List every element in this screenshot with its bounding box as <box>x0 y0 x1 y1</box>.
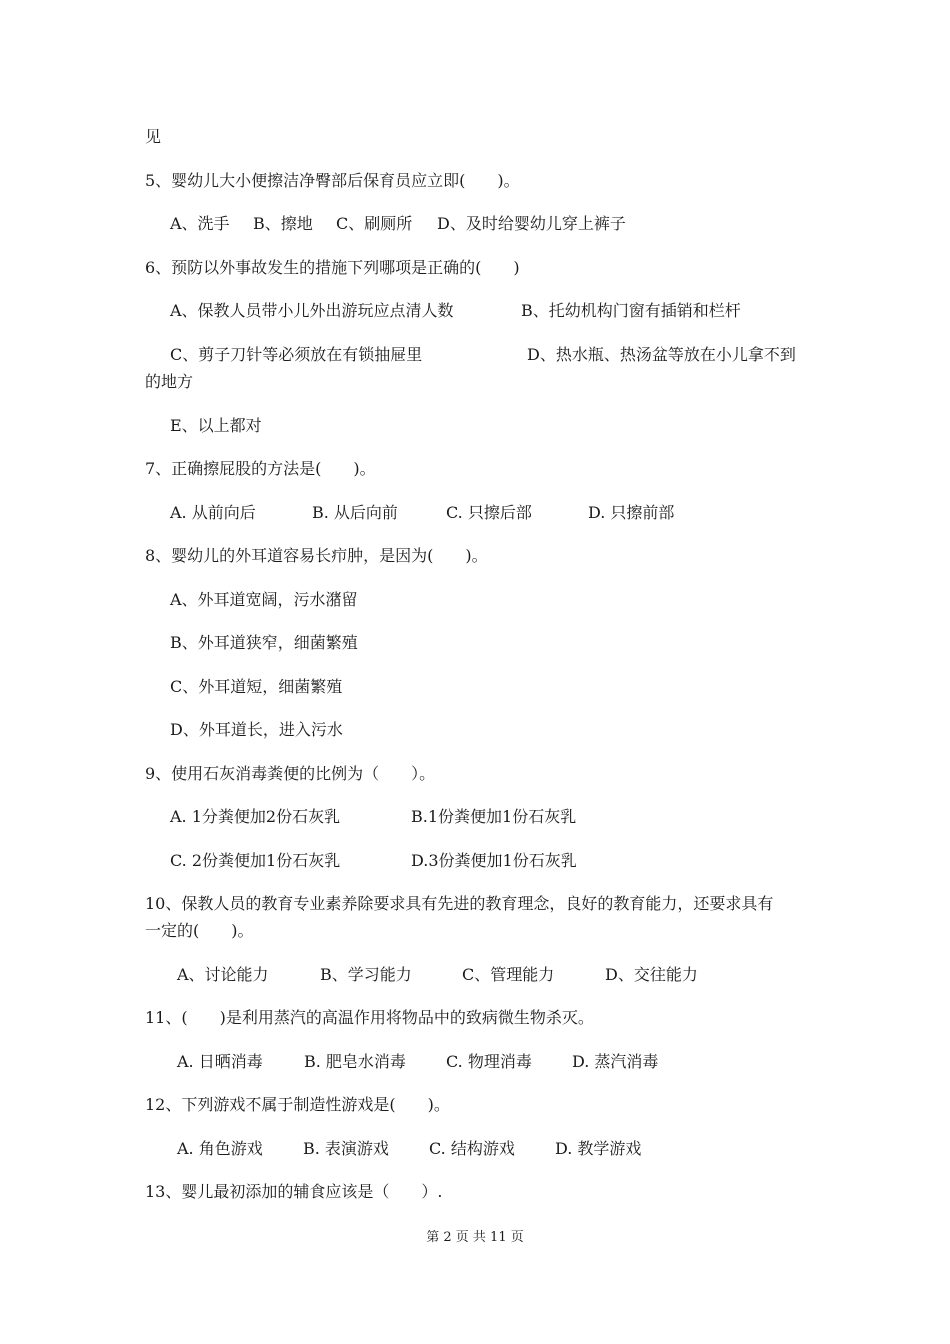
continuation-text: 见 <box>145 127 162 146</box>
question-9-option-c: C. 2份粪便加1份石灰乳 <box>170 851 341 870</box>
question-5-option-b: B、擦地 <box>253 214 313 233</box>
question-10-option-a: A、讨论能力 <box>177 965 269 984</box>
question-5-option-d: D、及时给婴幼儿穿上裤子 <box>437 214 626 233</box>
question-11-stem: 11、( )是利用蒸汽的高温作用将物品中的致病微生物杀灭。 <box>145 1008 594 1027</box>
question-6-stem: 6、预防以外事故发生的措施下列哪项是正确的( ) <box>145 258 520 277</box>
question-10-option-c: C、管理能力 <box>462 965 555 984</box>
question-11-option-d: D. 蒸汽消毒 <box>572 1052 659 1071</box>
question-10-option-d: D、交往能力 <box>605 965 698 984</box>
question-6-option-b: B、托幼机构门窗有插销和栏杆 <box>521 301 741 320</box>
question-8-option-a: A、外耳道宽阔，污水潴留 <box>170 590 358 609</box>
page-footer: 第 2 页 共 11 页 <box>426 1230 524 1245</box>
question-12-stem: 12、下列游戏不属于制造性游戏是( )。 <box>145 1095 450 1114</box>
question-6-option-a: A、保教人员带小儿外出游玩应点清人数 <box>170 301 454 320</box>
question-7-option-a: A. 从前向后 <box>170 503 256 522</box>
question-10-stem-line-2: 一定的( )。 <box>145 921 254 940</box>
question-11-option-c: C. 物理消毒 <box>446 1052 532 1071</box>
question-9-option-b: B.1份粪便加1份石灰乳 <box>411 807 577 826</box>
question-9-option-d: D.3份粪便加1份石灰乳 <box>411 851 577 870</box>
question-8-stem: 8、婴幼儿的外耳道容易长疖肿，是因为( )。 <box>145 546 488 565</box>
question-8-option-c: C、外耳道短，细菌繁殖 <box>170 677 343 696</box>
question-12-option-d: D. 教学游戏 <box>555 1139 642 1158</box>
question-10-stem-line-1: 10、保教人员的教育专业素养除要求具有先进的教育理念，良好的教育能力，还要求具有 <box>145 894 774 913</box>
question-11-option-a: A. 日晒消毒 <box>177 1052 263 1071</box>
question-7-stem: 7、正确擦屁股的方法是( )。 <box>145 459 376 478</box>
question-12-option-b: B. 表演游戏 <box>303 1139 389 1158</box>
question-6-option-e: E、以上都对 <box>170 416 262 435</box>
question-12-option-a: A. 角色游戏 <box>177 1139 263 1158</box>
question-5-stem: 5、婴幼儿大小便擦洁净臀部后保育员应立即( )。 <box>145 171 520 190</box>
question-9-stem: 9、使用石灰消毒粪便的比例为（ ）。 <box>145 764 436 783</box>
question-12-option-c: C. 结构游戏 <box>429 1139 515 1158</box>
question-7-option-d: D. 只擦前部 <box>588 503 675 522</box>
question-10-option-b: B、学习能力 <box>320 965 412 984</box>
question-8-option-b: B、外耳道狭窄，细菌繁殖 <box>170 633 358 652</box>
question-5-option-c: C、刷厕所 <box>336 214 413 233</box>
question-7-option-c: C. 只擦后部 <box>446 503 532 522</box>
question-6-option-d-continued: 的地方 <box>145 372 194 391</box>
question-6-option-d: D、热水瓶、热汤盆等放在小儿拿不到 <box>527 345 796 364</box>
question-11-option-b: B. 肥皂水消毒 <box>304 1052 406 1071</box>
question-9-option-a: A. 1分粪便加2份石灰乳 <box>170 807 341 826</box>
question-6-option-c: C、剪子刀针等必须放在有锁抽屉里 <box>170 345 423 364</box>
question-5-option-a: A、洗手 <box>170 214 230 233</box>
question-13-stem: 13、婴儿最初添加的辅食应该是（ ）. <box>145 1182 443 1201</box>
question-7-option-b: B. 从后向前 <box>312 503 398 522</box>
question-8-option-d: D、外耳道长，进入污水 <box>170 720 343 739</box>
